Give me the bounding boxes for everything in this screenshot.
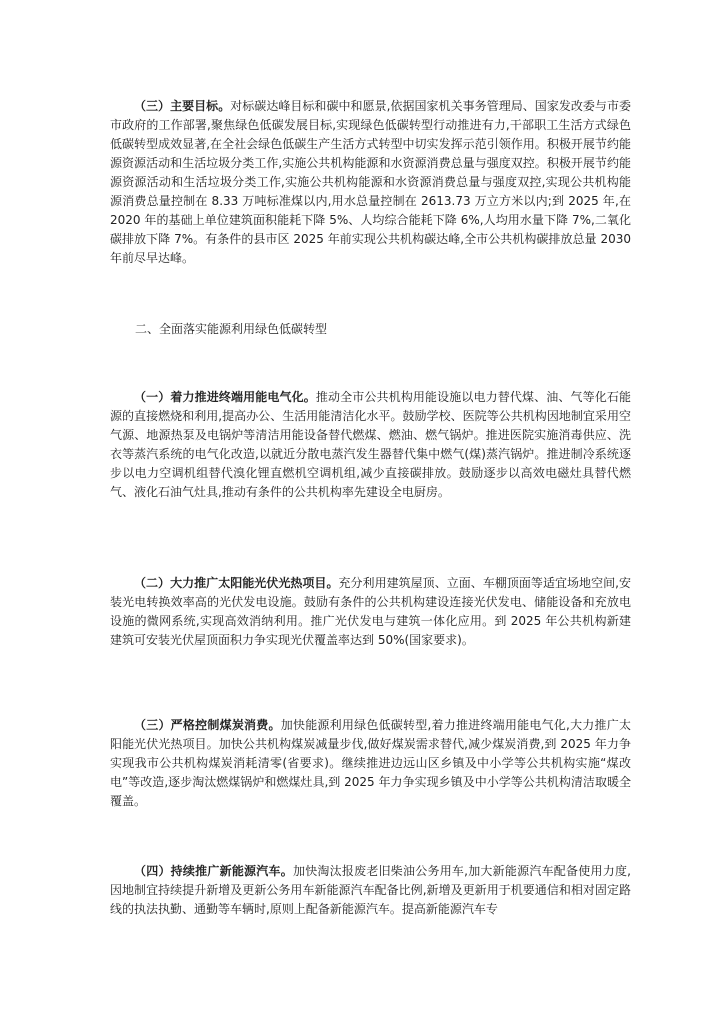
paragraph-new-energy-vehicles: [110, 862, 631, 919]
paragraph-electrification: [110, 388, 631, 502]
paragraph-body: 加快能源利用绿色低碳转型,着力推进终端用能电气化,大力推广太阳能光伏光热项目。加快公共机构煤炭减量步伐,做好煤炭需求替代,减少煤炭消费,到 2025 年力争实现我市公共机构煤炭消耗清零(省要求)。继续推进边远山区乡镇及中小学等公共机构实施“煤改电”等改造,逐步淘汰燃煤锅炉和燃煤灶具,到 2025 年力争实现乡镇及中小学等公共机构清洁取暖全覆盖。: [110, 718, 631, 808]
paragraph-body: 对标碳达峰目标和碳中和愿景,依据国家机关事务管理局、国家发改委与市委市政府的工作部署,聚焦绿色低碳发展目标,实现绿色低碳转型行动推进有力,干部职工生活方式绿色低碳转型成效显著,在全社会绿色低碳生产生活方式转型中切实发挥示范引领作用。积极开展节约能源资源活动和生活垃圾分类工作,实施公共机构能源和水资源消费总量与强度双控。积极开展节约能源资源活动和生活垃圾分类工作,实施公共机构能源和水资源消费总量与强度双控,实现公共机构能源消费总量控制在 8.33 万吨标准煤以内,用水总量控制在 2613.73 万立方米以内;到 2025 年,在 2020 年的基础上单位建筑面积能耗下降 5%、人均综合能耗下降 6%,人均用水量下降 7%,二氧化碳排放下降 7%。有条件的县市区 2025 年前实现公共机构碳达峰,全市公共机构碳排放总量 2030 年前尽早达峰。: [110, 99, 631, 265]
paragraph-lead: （四）持续推广新能源汽车。: [134, 864, 293, 878]
section-heading: 二、全面落实能源利用绿色低碳转型: [135, 322, 328, 336]
paragraph-solar-pv: [110, 574, 631, 650]
paragraph-body: 推动全市公共机构用能设施以电力替代煤、油、气等化石能源的直接燃烧和利用,提高办公、生活用能清洁化水平。鼓励学校、医院等公共机构因地制宜采用空气源、地源热泵及电锅炉等清洁用能设备替代燃煤、燃油、燃气锅炉。推进医院实施消毒供应、洗衣等蒸汽系统的电气化改造,以就近分散电蒸汽发生器替代集中燃气(煤)蒸汽锅炉。推进制冷系统逐步以电力空调机组替代溴化锂直燃机空调机组,减少直接碳排放。鼓励逐步以高效电磁灶具替代燃气、液化石油气灶具,推动有条件的公共机构率先建设全电厨房。: [110, 390, 631, 499]
paragraph-coal-control: [110, 716, 631, 811]
paragraph-body: 充分利用建筑屋顶、立面、车棚顶面等适宜场地空间,安装光电转换效率高的光伏发电设施。鼓励有条件的公共机构建设连接光伏发电、储能设备和充放电设施的微网系统,实现高效消纳利用。推广光伏发电与建筑一体化应用。到 2025 年公共机构新建建筑可安装光伏屋顶面积力争实现光伏覆盖率达到 50%(国家要求)。: [110, 576, 631, 647]
paragraph-main-goals: [110, 97, 631, 268]
paragraph-body: 加快淘汰报废老旧柴油公务用车,加大新能源汽车配备使用力度,因地制宜持续提升新增及更新公务用车新能源汽车配备比例,新增及更新用于机要通信和相对固定路线的执法执勤、通勤等车辆时,原则上配备新能源汽车。提高新能源汽车专: [110, 864, 631, 916]
paragraph-lead: （二）大力推广太阳能光伏光热项目。: [134, 576, 339, 590]
paragraph-lead: （三）主要目标。: [134, 99, 231, 113]
paragraph-lead: （一）着力推进终端用能电气化。: [134, 390, 316, 404]
paragraph-lead: （三）严格控制煤炭消费。: [134, 718, 281, 732]
